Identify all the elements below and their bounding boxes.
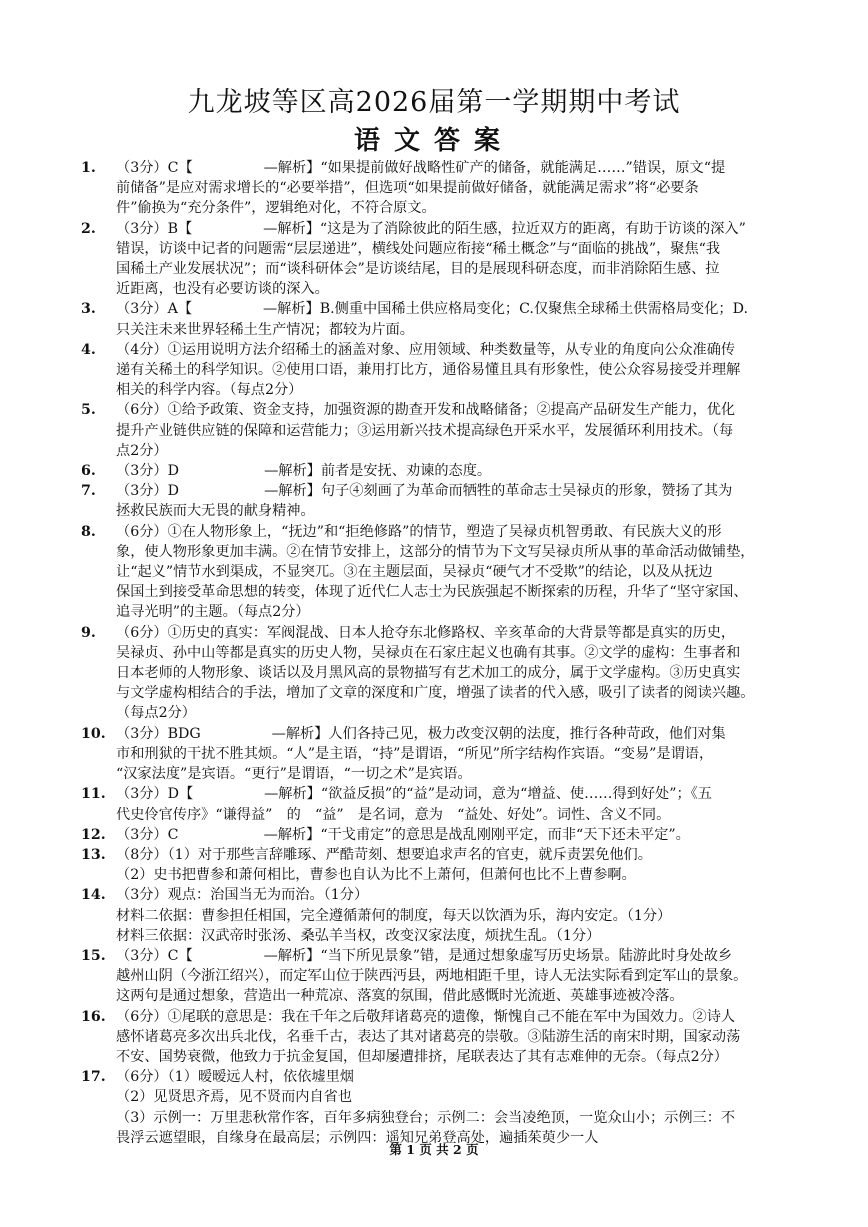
answer-line: （6分）①在人物形象上，“抚边”和“拒绝修路”的情节，塑造了吴禄贞机智勇敢、有民族大义的形 (116, 523, 722, 540)
answer-item (76, 1067, 792, 1148)
answer-item (76, 825, 792, 845)
answer-item (76, 461, 792, 481)
answer-line: （3分）D —解析】前者是安抚、劝谏的态度。 (116, 463, 492, 480)
answer-line: 件”偷换为“充分条件”，逻辑绝对化，不符合原文。 (116, 200, 436, 217)
answer-item (76, 724, 792, 785)
answer-item (76, 481, 792, 521)
page-footer: 第 1 页 共 2 页 (389, 1142, 479, 1157)
answer-number: 3. (81, 301, 96, 318)
answer-number: 8. (81, 523, 96, 540)
answer-number: 11. (81, 786, 106, 803)
answer-line: 感怀诸葛亮多次出兵北伐，名垂千古，表达了其对诸葛亮的崇敬。③陆游生活的南宋时期，国家动荡 (116, 1028, 741, 1045)
page-title: 九龙坡等区高2026届第一学期期中考试 (187, 87, 681, 118)
answer-number: 12. (81, 826, 106, 843)
answer-line: （3分）D —解析】句子④刻画了为革命而牺牲的革命志士吴禄贞的形象，赞扬了其为 (116, 483, 733, 500)
answer-line: 近距离，也没有必要访谈的深入。 (116, 281, 329, 298)
answer-line: （6分）①历史的真实：军阀混战、日本人抢夺东北修路权、辛亥革命的大背景等都是真实的历史， (116, 624, 736, 641)
answer-line: 递有关稀土的科学知识。②使用口语，兼用打比方，通俗易懂且具有形象性，使公众容易接受并理解 (116, 362, 741, 379)
answer-line: （每点2分） (116, 705, 196, 722)
answer-item (76, 946, 792, 1007)
answer-line: 错误，访谈中记者的问题需“层层递进”，横线处问题应衔接“稀土概念”与“面临的挑战”，聚焦“我 (116, 240, 721, 257)
answer-item (76, 299, 792, 339)
answer-line: （3分）B【 —解析】“这是为了消除彼此的陌生感，拉近双方的距离，有助于访谈的深入” (116, 220, 746, 237)
answer-line: 让“起义”情节水到渠成，不显突兀。③在主题层面，吴禄贞“硬气才不受欺”的结论，以及从抚边 (116, 564, 713, 581)
answer-number: 14. (81, 887, 106, 904)
answer-line: 保国土到接受革命思想的转变，体现了近代仁人志士为民族强起不断探索的历程，升华了“坚守家国、 (116, 584, 748, 601)
answer-line: （3分）C【 —解析】“如果提前做好战略性矿产的储备，就能满足……”错误，原文“提 (116, 160, 726, 176)
answer-number: 1. (81, 160, 96, 176)
answer-line: （3分）C —解析】“干戈甫定”的意思是战乱刚刚平定，而非“天下还未平定”。 (116, 826, 690, 843)
answer-line: （3分）D【 —解析】“欲益反损”的“益”是动词，意为“增益、使……得到好处”；《五 (116, 786, 712, 803)
answer-number: 17. (81, 1069, 106, 1086)
answer-line: （3分）A【 —解析】B.侧重中国稀土供应格局变化；C.仅聚焦全球稀土供需格局变化；D. (116, 301, 748, 318)
answer-line: 点2分） (116, 442, 168, 459)
answer-item (76, 885, 792, 946)
answer-line: 市和刑狱的干扰不胜其烦。“人”是主语，“持”是谓语，“所见”所字结构作宾语。“变易”是谓语， (116, 745, 714, 762)
answer-list (76, 158, 792, 1148)
answer-line: 畏浮云遮望眼，自缘身在最高层；示例四：遥知兄弟登高处，遍插茱萸少一人 (116, 1129, 599, 1146)
answer-number: 5. (81, 402, 96, 419)
answer-line: （3分）观点：治国当无为而治。（1分） (116, 887, 369, 904)
answer-item (76, 623, 792, 724)
answer-number: 16. (81, 1008, 106, 1025)
answer-line: 只关注未来世界轻稀土生产情况；都较为片面。 (116, 321, 414, 338)
page-subtitle: 语文答案 (353, 126, 514, 156)
answer-item (76, 522, 792, 623)
answer-number: 7. (81, 483, 96, 500)
answer-line: （3分）BDG —解析】人们各持己见，极力改变汉朝的法度，推行各种苛政，他们对集 (116, 725, 726, 742)
answer-item (76, 340, 792, 401)
answer-item (76, 400, 792, 461)
answer-line: 不安、国势衰微，他致力于抗金复国，但却屡遭排挤，尾联表达了其有志难伸的无奈。（每点2分） (116, 1048, 728, 1065)
answer-line: （3）示例一：万里悲秋常作客，百年多病独登台；示例二：会当凌绝顶，一览众山小；示例三：不 (116, 1109, 736, 1126)
answer-line: 这两句是通过想象，营造出一种荒凉、落寞的氛围，借此感慨时光流逝、英雄事迹被冷落。 (116, 988, 684, 1005)
answer-line: 追寻光明”的主题。（每点2分） (116, 604, 310, 621)
answer-number: 13. (81, 846, 106, 863)
answer-line: （6分）①给予政策、资金支持，加强资源的勘查开发和战略储备；②提高产品研发生产能力，优化 (116, 402, 736, 419)
answer-number: 2. (81, 220, 96, 237)
answer-line: （6分）（1）暧暧远人村，依依墟里烟 (116, 1069, 354, 1086)
answer-number: 9. (81, 624, 96, 641)
answer-line: （2）见贤思齐焉，见不贤而内自省也 (116, 1089, 353, 1106)
answer-line: 越州山阴（今浙江绍兴），而定军山位于陕西沔县，两地相距千里，诗人无法实际看到定军山的景象。 (116, 968, 748, 985)
answer-line: 代史伶官传序》“谦得益” 的 “益” 是名词，意为 “益处、好处”。词性、含义不同。 (116, 806, 671, 823)
answer-line: （2）史书把曹参和萧何相比，曹参也自认为比不上萧何，但萧何也比不上曹参啊。 (116, 867, 636, 884)
answer-item (76, 1007, 792, 1068)
answer-line: 吴禄贞、孙中山等都是真实的历史人物，吴禄贞在石家庄起义也确有其事。②文学的虚构：生事者和 (116, 644, 741, 661)
answer-line: 提升产业链供应链的保障和运营能力；③运用新兴技术提高绿色开采水平，发展循环利用技术。（每 (116, 422, 734, 439)
answer-item (76, 219, 792, 300)
answer-line: 国稀土产业发展状况”；而“谈科研体会”是访谈结尾，目的是展现科研态度，而非消除陌生感、拉 (116, 261, 720, 278)
answer-number: 4. (81, 341, 96, 358)
answer-number: 10. (81, 725, 106, 742)
answer-line: （6分）①尾联的意思是：我在千年之后敬拜诸葛亮的遗像，惭愧自己不能在军中为国效力。②诗人 (116, 1008, 736, 1025)
answer-number: 15. (81, 947, 106, 964)
answer-item (76, 784, 792, 824)
answer-line: 相关的科学内容。（每点2分） (116, 382, 303, 399)
answer-line: 材料三依据：汉武帝时张汤、桑弘羊当权，改变汉家法度，烦扰生乱。（1分） (116, 927, 601, 944)
answer-item (76, 158, 792, 219)
answer-line: 日本老师的人物形象、谈话以及月黑风高的景物描写有艺术加工的成分，属于文学虚构。③历史真实 (116, 665, 741, 682)
answer-line: 材料二依据：曹参担任相国，完全遵循萧何的制度，每天以饮酒为乐，海内安定。（1分） (116, 907, 672, 924)
answer-line: （4分）①运用说明方法介绍稀土的涵盖对象、应用领域、种类数量等，从专业的角度向公众准确传 (116, 341, 736, 358)
answer-line: 拯救民族而大无畏的献身精神。 (116, 503, 315, 520)
answer-line: 与文学虚构相结合的手法，增加了文章的深度和广度，增强了读者的代入感，吸引了读者的阅读兴趣。 (116, 685, 755, 702)
answer-line: 象，使人物形象更加丰满。②在情节安排上，这部分的情节为下文写吴禄贞所从事的革命活动做铺垫， (116, 543, 755, 560)
answer-number: 6. (81, 463, 96, 480)
answer-item (76, 845, 792, 885)
answer-line: （8分）（1）对于那些言辞雕琢、严酷苛刻、想要追求声名的官吏，就斥责罢免他们。 (116, 846, 652, 863)
answer-line: 前储备”是应对需求增长的“必要举措”，但选项“如果提前做好储备，就能满足需求”将“必要条 (116, 180, 699, 197)
answer-line: （3分）C【 —解析】“当下所见景象”错，是通过想象虚写历史场景。陆游此时身处故乡 (116, 947, 733, 964)
answer-line: “汉家法度”是宾语。“更行”是谓语，“一切之术”是宾语。 (116, 766, 472, 783)
